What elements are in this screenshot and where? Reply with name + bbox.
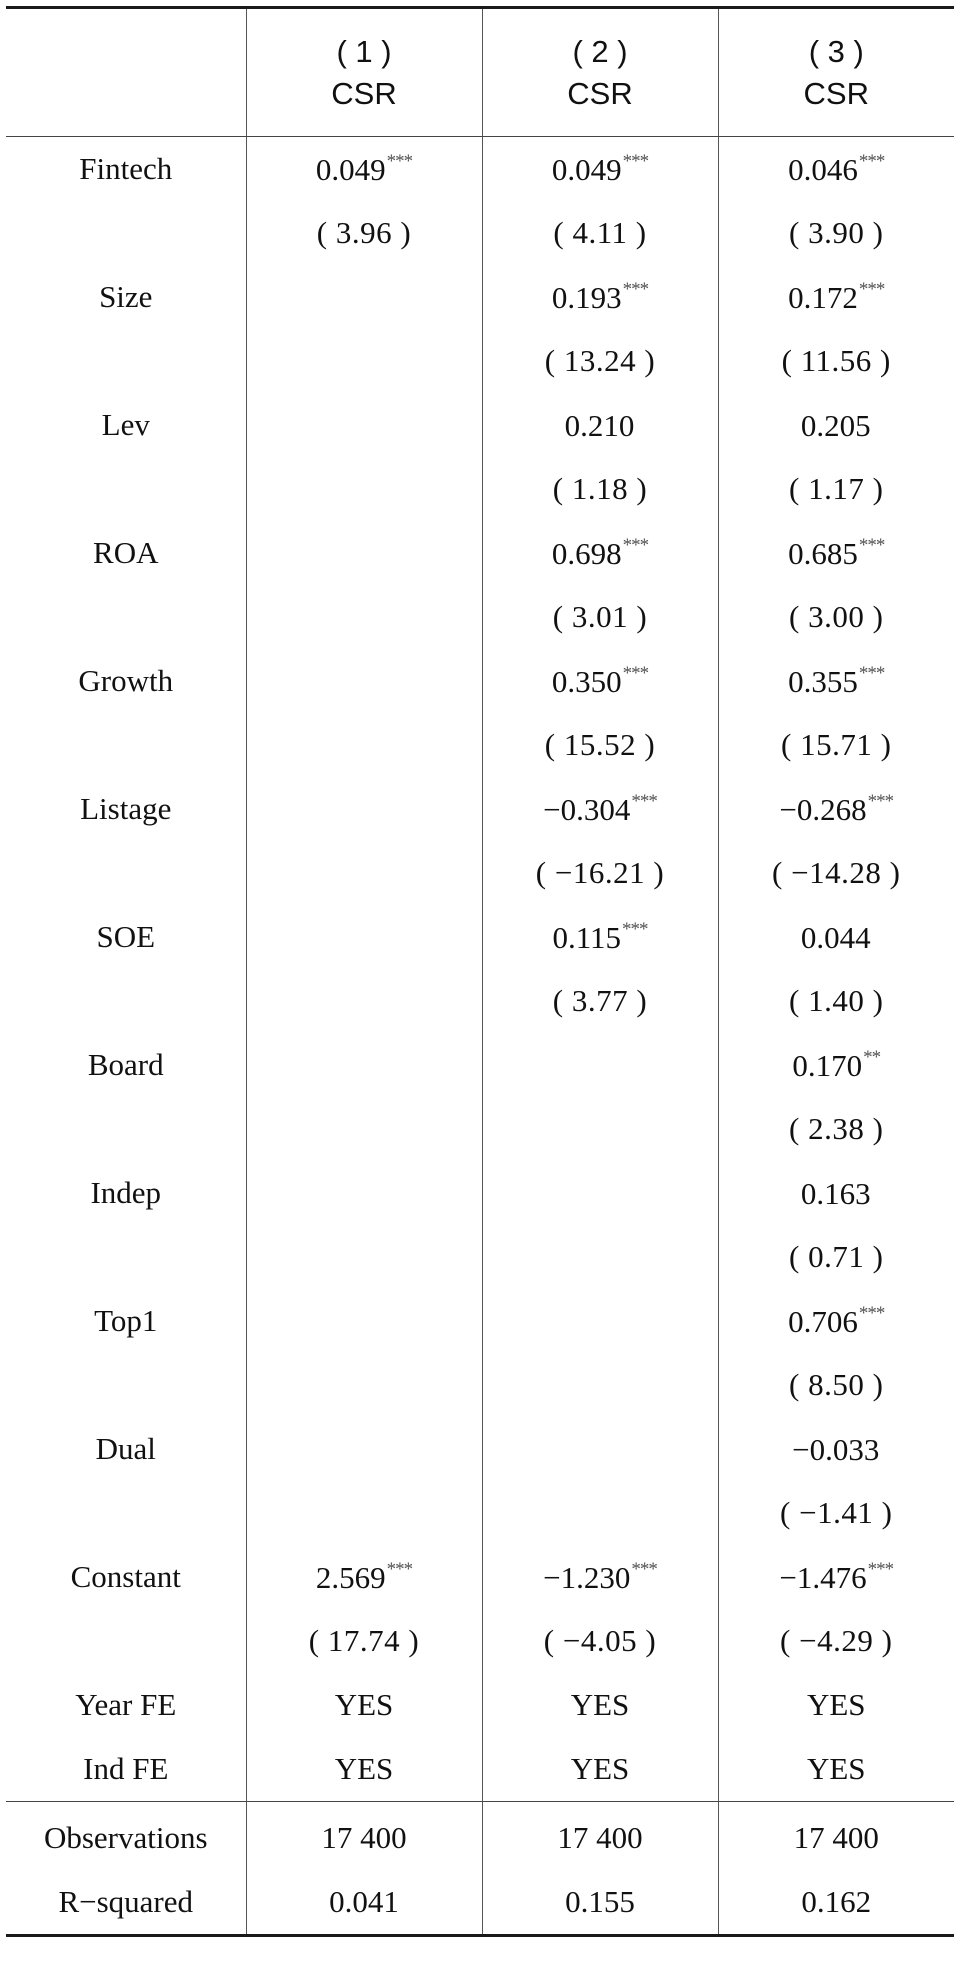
significance-stars: *** [858, 1302, 885, 1324]
coefficient-row [6, 393, 954, 457]
significance-stars: *** [631, 1558, 657, 1580]
control-value: YES [246, 1673, 482, 1737]
stat-value: 0.155 [482, 1870, 718, 1936]
empty-label-cell [6, 713, 246, 777]
t-statistic-row [6, 457, 954, 521]
coefficient-cell [718, 137, 954, 202]
stat-value: 17 400 [482, 1802, 718, 1871]
t-statistic-cell [482, 201, 718, 265]
t-statistic-row [6, 713, 954, 777]
coefficient-row [6, 1417, 954, 1481]
coefficient-row [6, 521, 954, 585]
stat-name: Observations [6, 1802, 246, 1871]
dependent-variable: CSR [331, 75, 397, 111]
significance-stars: *** [858, 662, 885, 684]
coefficient-row [6, 1161, 954, 1225]
coefficient-cell [246, 1033, 482, 1097]
coefficient-cell [718, 777, 954, 841]
t-statistic-cell [246, 713, 482, 777]
empty-label-cell [6, 1481, 246, 1545]
t-statistic-row [6, 1609, 954, 1673]
t-statistic-cell [246, 1353, 482, 1417]
coefficient-row [6, 649, 954, 713]
coefficient-cell [718, 649, 954, 713]
empty-label-cell [6, 585, 246, 649]
dependent-variable: CSR [567, 75, 633, 111]
coefficient-cell [482, 393, 718, 457]
coefficient-value: 0.115 [552, 919, 622, 955]
empty-label-cell [6, 329, 246, 393]
significance-stars: *** [858, 278, 885, 300]
column-number: ( 2 ) [572, 33, 628, 69]
variable-name: Growth [78, 663, 174, 698]
t-statistic-value: ( −16.21 ) [535, 855, 665, 890]
t-statistic-cell [718, 1353, 954, 1417]
t-statistic-value: ( 4.11 ) [553, 215, 647, 250]
t-statistic-value: ( 2.38 ) [789, 1111, 884, 1146]
coefficient-cell [718, 265, 954, 329]
t-statistic-cell [718, 201, 954, 265]
column-header-3 [718, 8, 954, 137]
coefficient-value: 0.049 [315, 151, 386, 187]
coefficient-value: 2.569 [315, 1559, 386, 1595]
summary-stat-row [6, 1870, 954, 1936]
coefficient-cell [718, 393, 954, 457]
control-name: Ind FE [83, 1751, 169, 1786]
significance-stars: *** [867, 790, 894, 812]
t-statistic-cell [246, 841, 482, 905]
regression-table-container [6, 6, 954, 1937]
coefficient-cell [482, 905, 718, 969]
control-value: YES [482, 1737, 718, 1802]
coefficient-cell [718, 521, 954, 585]
coefficient-cell [718, 1033, 954, 1097]
t-statistic-cell [246, 457, 482, 521]
t-statistic-row [6, 201, 954, 265]
t-statistic-cell [482, 1609, 718, 1673]
coefficient-value: −0.304 [543, 791, 631, 827]
coefficient-row [6, 905, 954, 969]
coefficient-cell [246, 1417, 482, 1481]
t-statistic-value: ( 15.52 ) [544, 727, 656, 762]
coefficient-cell [482, 1545, 718, 1609]
t-statistic-cell [246, 585, 482, 649]
significance-stars: *** [631, 790, 657, 812]
empty-label-cell [6, 841, 246, 905]
stat-value: 0.041 [246, 1870, 482, 1936]
variable-name: Dual [95, 1431, 156, 1466]
empty-label-cell [6, 201, 246, 265]
control-name: Year FE [75, 1687, 177, 1722]
t-statistic-cell [718, 457, 954, 521]
variable-name: Board [87, 1047, 164, 1082]
coefficient-cell [482, 1161, 718, 1225]
header-row [6, 8, 954, 137]
coefficient-cell [482, 777, 718, 841]
t-statistic-cell [718, 1225, 954, 1289]
coefficient-cell [482, 1417, 718, 1481]
fixed-effect-row [6, 1737, 954, 1802]
coefficient-value: 0.685 [788, 535, 858, 571]
t-statistic-cell [246, 1609, 482, 1673]
coefficient-value: 0.355 [788, 663, 858, 699]
t-statistic-row [6, 1225, 954, 1289]
stat-name: R−squared [6, 1870, 246, 1936]
coefficient-value: −1.476 [779, 1559, 867, 1595]
control-value: YES [718, 1673, 954, 1737]
t-statistic-value: ( −1.41 ) [780, 1495, 893, 1530]
empty-label-cell [6, 1353, 246, 1417]
t-statistic-value: ( 3.00 ) [789, 599, 884, 634]
t-statistic-value: ( −4.29 ) [780, 1623, 893, 1658]
coefficient-value: −0.033 [792, 1431, 880, 1467]
t-statistic-cell [482, 969, 718, 1033]
t-statistic-cell [482, 585, 718, 649]
t-statistic-value: ( 13.24 ) [544, 343, 656, 378]
coefficient-row [6, 137, 954, 202]
t-statistic-cell [718, 585, 954, 649]
t-statistic-value: ( 8.50 ) [789, 1367, 884, 1402]
t-statistic-value: ( 3.01 ) [552, 599, 648, 634]
coefficient-value: −0.268 [779, 791, 867, 827]
variable-name: Top1 [94, 1303, 158, 1338]
coefficient-value: 0.706 [788, 1303, 858, 1339]
significance-stars: *** [858, 534, 885, 556]
coefficient-cell [246, 905, 482, 969]
table-body [6, 137, 954, 1936]
coefficient-cell [482, 1289, 718, 1353]
t-statistic-cell [482, 329, 718, 393]
control-value: YES [718, 1737, 954, 1802]
stat-value: 0.162 [718, 1870, 954, 1936]
coefficient-cell [718, 1417, 954, 1481]
stat-value: 17 400 [718, 1802, 954, 1871]
significance-stars: *** [858, 150, 885, 172]
t-statistic-value: ( 15.71 ) [781, 727, 892, 762]
coefficient-value: 0.046 [788, 151, 858, 187]
empty-label-cell [6, 457, 246, 521]
coefficient-cell [246, 521, 482, 585]
coefficient-value: 0.172 [788, 279, 858, 315]
t-statistic-value: ( 1.18 ) [552, 471, 648, 506]
coefficient-cell [246, 1161, 482, 1225]
coefficient-value: 0.049 [551, 151, 622, 187]
coefficient-value: 0.163 [800, 1175, 871, 1211]
variable-name: Indep [90, 1175, 162, 1210]
empty-label-cell [6, 1225, 246, 1289]
significance-stars: ** [863, 1046, 881, 1068]
significance-stars: *** [622, 534, 649, 556]
coefficient-value: −1.230 [543, 1559, 631, 1595]
t-statistic-row [6, 1097, 954, 1161]
stat-value: 17 400 [246, 1802, 482, 1871]
t-statistic-cell [482, 1481, 718, 1545]
significance-stars: *** [622, 662, 649, 684]
t-statistic-cell [718, 1097, 954, 1161]
column-header-1 [246, 8, 482, 137]
t-statistic-cell [718, 969, 954, 1033]
empty-label-cell [6, 1609, 246, 1673]
t-statistic-row [6, 585, 954, 649]
t-statistic-row [6, 969, 954, 1033]
t-statistic-cell [718, 1609, 954, 1673]
corner-cell [6, 8, 246, 137]
coefficient-value: 0.210 [564, 407, 635, 443]
column-number: ( 1 ) [336, 33, 392, 69]
coefficient-row [6, 1289, 954, 1353]
t-statistic-cell [718, 841, 954, 905]
variable-name: Lev [101, 407, 150, 442]
t-statistic-value: ( 3.90 ) [789, 215, 884, 250]
t-statistic-value: ( 11.56 ) [781, 343, 891, 378]
coefficient-row [6, 265, 954, 329]
variable-name: Size [99, 279, 153, 314]
t-statistic-value: ( 3.96 ) [316, 215, 412, 250]
t-statistic-value: ( 17.74 ) [308, 1623, 420, 1658]
dependent-variable: CSR [803, 75, 869, 111]
coefficient-cell [482, 1033, 718, 1097]
coefficient-row [6, 1033, 954, 1097]
t-statistic-cell [246, 1097, 482, 1161]
variable-name: Constant [70, 1559, 181, 1594]
coefficient-cell [482, 649, 718, 713]
coefficient-cell [718, 1161, 954, 1225]
coefficient-cell [718, 1289, 954, 1353]
t-statistic-cell [482, 713, 718, 777]
t-statistic-value: ( 1.40 ) [789, 983, 884, 1018]
control-value: YES [246, 1737, 482, 1802]
column-number: ( 3 ) [808, 33, 864, 69]
t-statistic-cell [482, 841, 718, 905]
t-statistic-row [6, 841, 954, 905]
variable-name: Listage [80, 791, 172, 826]
t-statistic-cell [718, 329, 954, 393]
t-statistic-cell [246, 1225, 482, 1289]
t-statistic-cell [718, 713, 954, 777]
coefficient-cell [246, 1289, 482, 1353]
coefficient-value: 0.698 [551, 535, 622, 571]
t-statistic-value: ( 1.17 ) [789, 471, 884, 506]
coefficient-cell [246, 1545, 482, 1609]
coefficient-cell [718, 1545, 954, 1609]
t-statistic-row [6, 329, 954, 393]
t-statistic-cell [482, 457, 718, 521]
column-header-2 [482, 8, 718, 137]
significance-stars: *** [386, 1558, 413, 1580]
coefficient-cell [718, 905, 954, 969]
variable-name: ROA [93, 535, 159, 570]
t-statistic-cell [482, 1097, 718, 1161]
significance-stars: *** [867, 1558, 894, 1580]
coefficient-cell [482, 521, 718, 585]
coefficient-cell [246, 649, 482, 713]
t-statistic-cell [246, 969, 482, 1033]
variable-name: SOE [96, 919, 156, 954]
control-value: YES [482, 1673, 718, 1737]
coefficient-row [6, 777, 954, 841]
t-statistic-cell [482, 1353, 718, 1417]
coefficient-row [6, 1545, 954, 1609]
t-statistic-cell [718, 1481, 954, 1545]
coefficient-cell [246, 137, 482, 202]
coefficient-cell [246, 777, 482, 841]
coefficient-value: 0.044 [800, 919, 871, 955]
t-statistic-value: ( −4.05 ) [543, 1623, 657, 1658]
coefficient-value: 0.193 [551, 279, 622, 315]
significance-stars: *** [622, 150, 649, 172]
coefficient-cell [246, 393, 482, 457]
significance-stars: *** [386, 150, 413, 172]
coefficient-value: 0.350 [551, 663, 622, 699]
coefficient-cell [246, 265, 482, 329]
summary-stat-row [6, 1802, 954, 1871]
t-statistic-row [6, 1353, 954, 1417]
variable-name: Fintech [79, 151, 173, 186]
t-statistic-cell [246, 201, 482, 265]
empty-label-cell [6, 1097, 246, 1161]
fixed-effect-row [6, 1673, 954, 1737]
coefficient-value: 0.205 [800, 407, 871, 443]
t-statistic-cell [246, 1481, 482, 1545]
regression-table [6, 6, 954, 1937]
coefficient-cell [482, 265, 718, 329]
significance-stars: *** [622, 278, 649, 300]
significance-stars: *** [622, 918, 648, 940]
empty-label-cell [6, 969, 246, 1033]
t-statistic-value: ( 3.77 ) [552, 983, 648, 1018]
coefficient-cell [482, 137, 718, 202]
t-statistic-value: ( −14.28 ) [772, 855, 901, 890]
t-statistic-row [6, 1481, 954, 1545]
coefficient-value: 0.170 [792, 1047, 863, 1083]
t-statistic-cell [482, 1225, 718, 1289]
t-statistic-cell [246, 329, 482, 393]
t-statistic-value: ( 0.71 ) [789, 1239, 884, 1274]
